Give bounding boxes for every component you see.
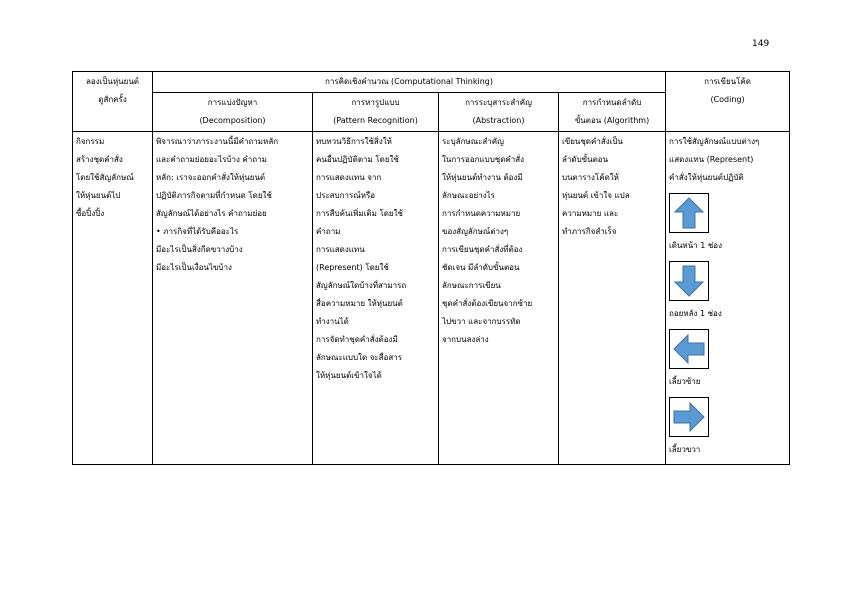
arrow-down-box — [669, 261, 709, 301]
arrow-right-label: เลี้ยวขวา — [669, 445, 701, 454]
header-computational-thinking: การคิดเชิงคำนวณ (Computational Thinking) — [153, 72, 666, 93]
content-row — [73, 132, 790, 465]
arrow-right-icon — [673, 402, 705, 432]
pattern-recognition-cell: ทบทวนวิธีการใช้สิ่งให้ คนอื่นปฏิบัติตาม โดยใช้ การแสดงแทน จาก ประสบการณ์หรือ การสืบค้นเพิ่มเติม โดยใช้ คำถาม การแสดงแทน (Represent) โดยใช้ สัญลักษณ์ใดบ้างที่สามารถ สื่อความหมาย ให้หุ่นยนต์ ทำงานได้ การจัดทำชุดคำสั่งต้องมี ลักษณะแบบใด จะสื่อสาร ให้หุ่นยนต์เข้าใจได้ — [313, 132, 439, 465]
header-activity: ลองเป็นหุ่นยนต์ ดูสักครั้ง — [73, 72, 153, 132]
page-number: 149 — [752, 39, 770, 49]
coding-intro: การใช้สัญลักษณ์แบบต่างๆ แสดงแทน (Represent) คำสั่งให้หุ่นยนต์ปฏิบัติ — [669, 137, 760, 182]
header-abstraction: การระบุสาระสำคัญ (Abstraction) — [439, 93, 559, 132]
arrow-left-box — [669, 329, 709, 369]
activity-cell: กิจกรรม สร้างชุดคำสั่ง โดยใช้สัญลักษณ์ ให้หุ่นยนต์ไป ซื้อปิ้งปิ้ง — [73, 132, 153, 465]
lesson-table — [72, 71, 790, 465]
header-decomposition: การแบ่งปัญหา (Decomposition) — [153, 93, 313, 132]
header-algorithm: การกำหนดลำดับ ขั้นตอน (Algorithm) — [559, 93, 666, 132]
arrow-right-box — [669, 397, 709, 437]
header-pattern-recognition: การหารูปแบบ (Pattern Recognition) — [313, 93, 439, 132]
arrow-up-box — [669, 193, 709, 233]
arrow-down-label: ถอยหลัง 1 ช่อง — [669, 309, 722, 318]
header-coding: การเขียนโค้ด (Coding) — [666, 72, 790, 132]
decomposition-cell: พิจารณาว่าภาระงานนี้มีคำถามหลัก และคำถามย่อยอะไรบ้าง คำถาม หลัก: เราจะออกคำสั่งให้หุ่นยนต์ ปฏิบัติภารกิจตามที่กำหนด โดยใช้ สัญลักษณ์ได้อย่างไร คำถามย่อย • ภารกิจที่ได้รับคืออะไร มีอะไรเป็นสิ่งกีดขวางบ้าง มีอะไรเป็นเงื่อนไขบ้าง — [153, 132, 313, 465]
arrow-up-label: เดินหน้า 1 ช่อง — [669, 241, 722, 250]
coding-cell — [666, 132, 790, 465]
algorithm-cell: เขียนชุดคำสั่งเป็น ลำดับขั้นตอน บนตารางโค้ดให้ หุ่นยนต์ เข้าใจ แปล ความหมาย และ ทำภารกิจสำเร็จ — [559, 132, 666, 465]
arrow-left-icon — [673, 334, 705, 364]
header-row-1 — [73, 72, 790, 93]
arrow-up-icon — [674, 197, 704, 229]
abstraction-cell: ระบุลักษณะสำคัญ ในการออกแบบชุดคำสั่ง ให้หุ่นยนต์ทำงาน ต้องมี ลักษณะอย่างไร การกำหนดความหมาย ของสัญลักษณ์ต่างๆ การเขียนชุดคำสั่งที่ต้อง ชัดเจน มีลำดับขั้นตอน ลักษณะการเขียน ชุดคำสั่งต้องเขียนจากซ้าย ไปขวา และจากบรรทัด จากบนลงล่าง — [439, 132, 559, 465]
arrow-down-icon — [674, 265, 704, 297]
arrow-left-label: เลี้ยวซ้าย — [669, 377, 701, 386]
